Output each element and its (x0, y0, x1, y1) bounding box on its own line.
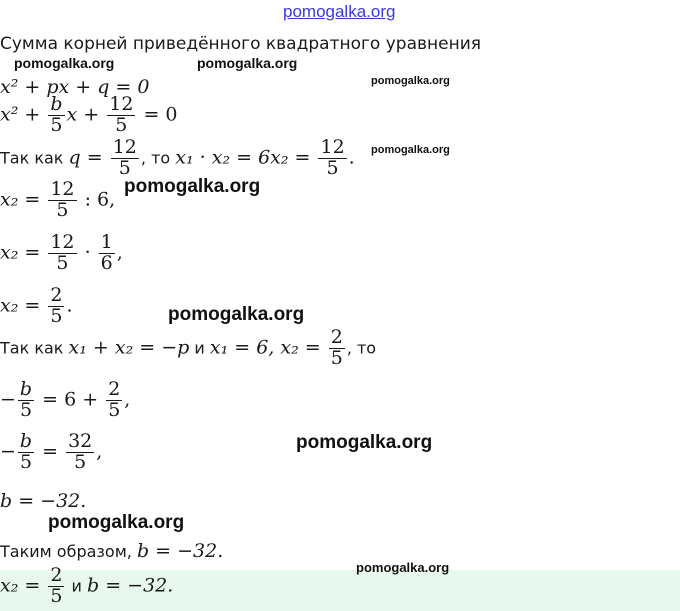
fraction: $\frac{2}{5}$ (50, 564, 63, 607)
answer-line: x₂ = $\frac{2}{5}$ и b = −32. (0, 564, 174, 607)
equation-line: Так как x₁ + x₂ = −p и x₁ = 6, x₂ = $\frac{2}{5}$ , то (0, 326, 377, 369)
equation-line: x₂ = $\frac{12}{5}$ · $\frac{1}{6}$ , (0, 231, 123, 274)
fraction: $\frac{b}{5}$ (19, 430, 33, 473)
fraction: $\frac{2}{5}$ (108, 378, 121, 421)
watermark: pomogalka.org (371, 75, 450, 87)
equation-line: − $\frac{b}{5}$ = 6 + $\frac{2}{5}$ , (0, 378, 131, 421)
watermark: pomogalka.org (14, 55, 115, 71)
page-title: Сумма корней приведённого квадратного уравнения (0, 34, 481, 54)
fraction: $\frac{32}{5}$ (68, 430, 93, 473)
equation-line: x₂ = $\frac{12}{5}$ : 6, (0, 178, 116, 221)
watermark: pomogalka.org (356, 560, 450, 575)
equation-line: x² + px + q = 0 (0, 76, 150, 98)
equation-line: b = −32. (0, 490, 87, 512)
fraction: $\frac{b}{5}$ (50, 93, 63, 136)
fraction: $\frac{2}{5}$ (330, 326, 343, 369)
watermark: pomogalka.org (168, 304, 305, 325)
fraction: $\frac{2}{5}$ (50, 284, 63, 327)
equation-line: Таким образом, b = −32. (0, 540, 224, 562)
fraction: $\frac{12}{5}$ (112, 136, 137, 179)
fraction: $\frac{1}{6}$ (100, 231, 113, 274)
fraction: $\frac{12}{5}$ (50, 178, 75, 221)
fraction: $\frac{12}{5}$ (320, 136, 345, 179)
watermark: pomogalka.org (197, 55, 298, 71)
fraction: $\frac{12}{5}$ (109, 93, 134, 136)
watermark: pomogalka.org (296, 432, 433, 453)
fraction: $\frac{b}{5}$ (19, 378, 33, 421)
watermark: pomogalka.org (48, 512, 185, 533)
fraction: $\frac{12}{5}$ (50, 231, 75, 274)
watermark-top: pomogalka.org (283, 2, 396, 21)
equation-line: Так как q = $\frac{12}{5}$ , то x₁ · x₂ = 6x₂ = $\frac{12}{5}$ . (0, 136, 355, 179)
watermark: pomogalka.org (371, 144, 450, 156)
equation-line: x² + $\frac{b}{5}$ x + $\frac{12}{5}$ = 0 (0, 93, 178, 136)
equation-line: x₂ = $\frac{2}{5}$ . (0, 284, 73, 327)
watermark: pomogalka.org (124, 176, 261, 197)
equation-line: − $\frac{b}{5}$ = $\frac{32}{5}$ , (0, 430, 103, 473)
